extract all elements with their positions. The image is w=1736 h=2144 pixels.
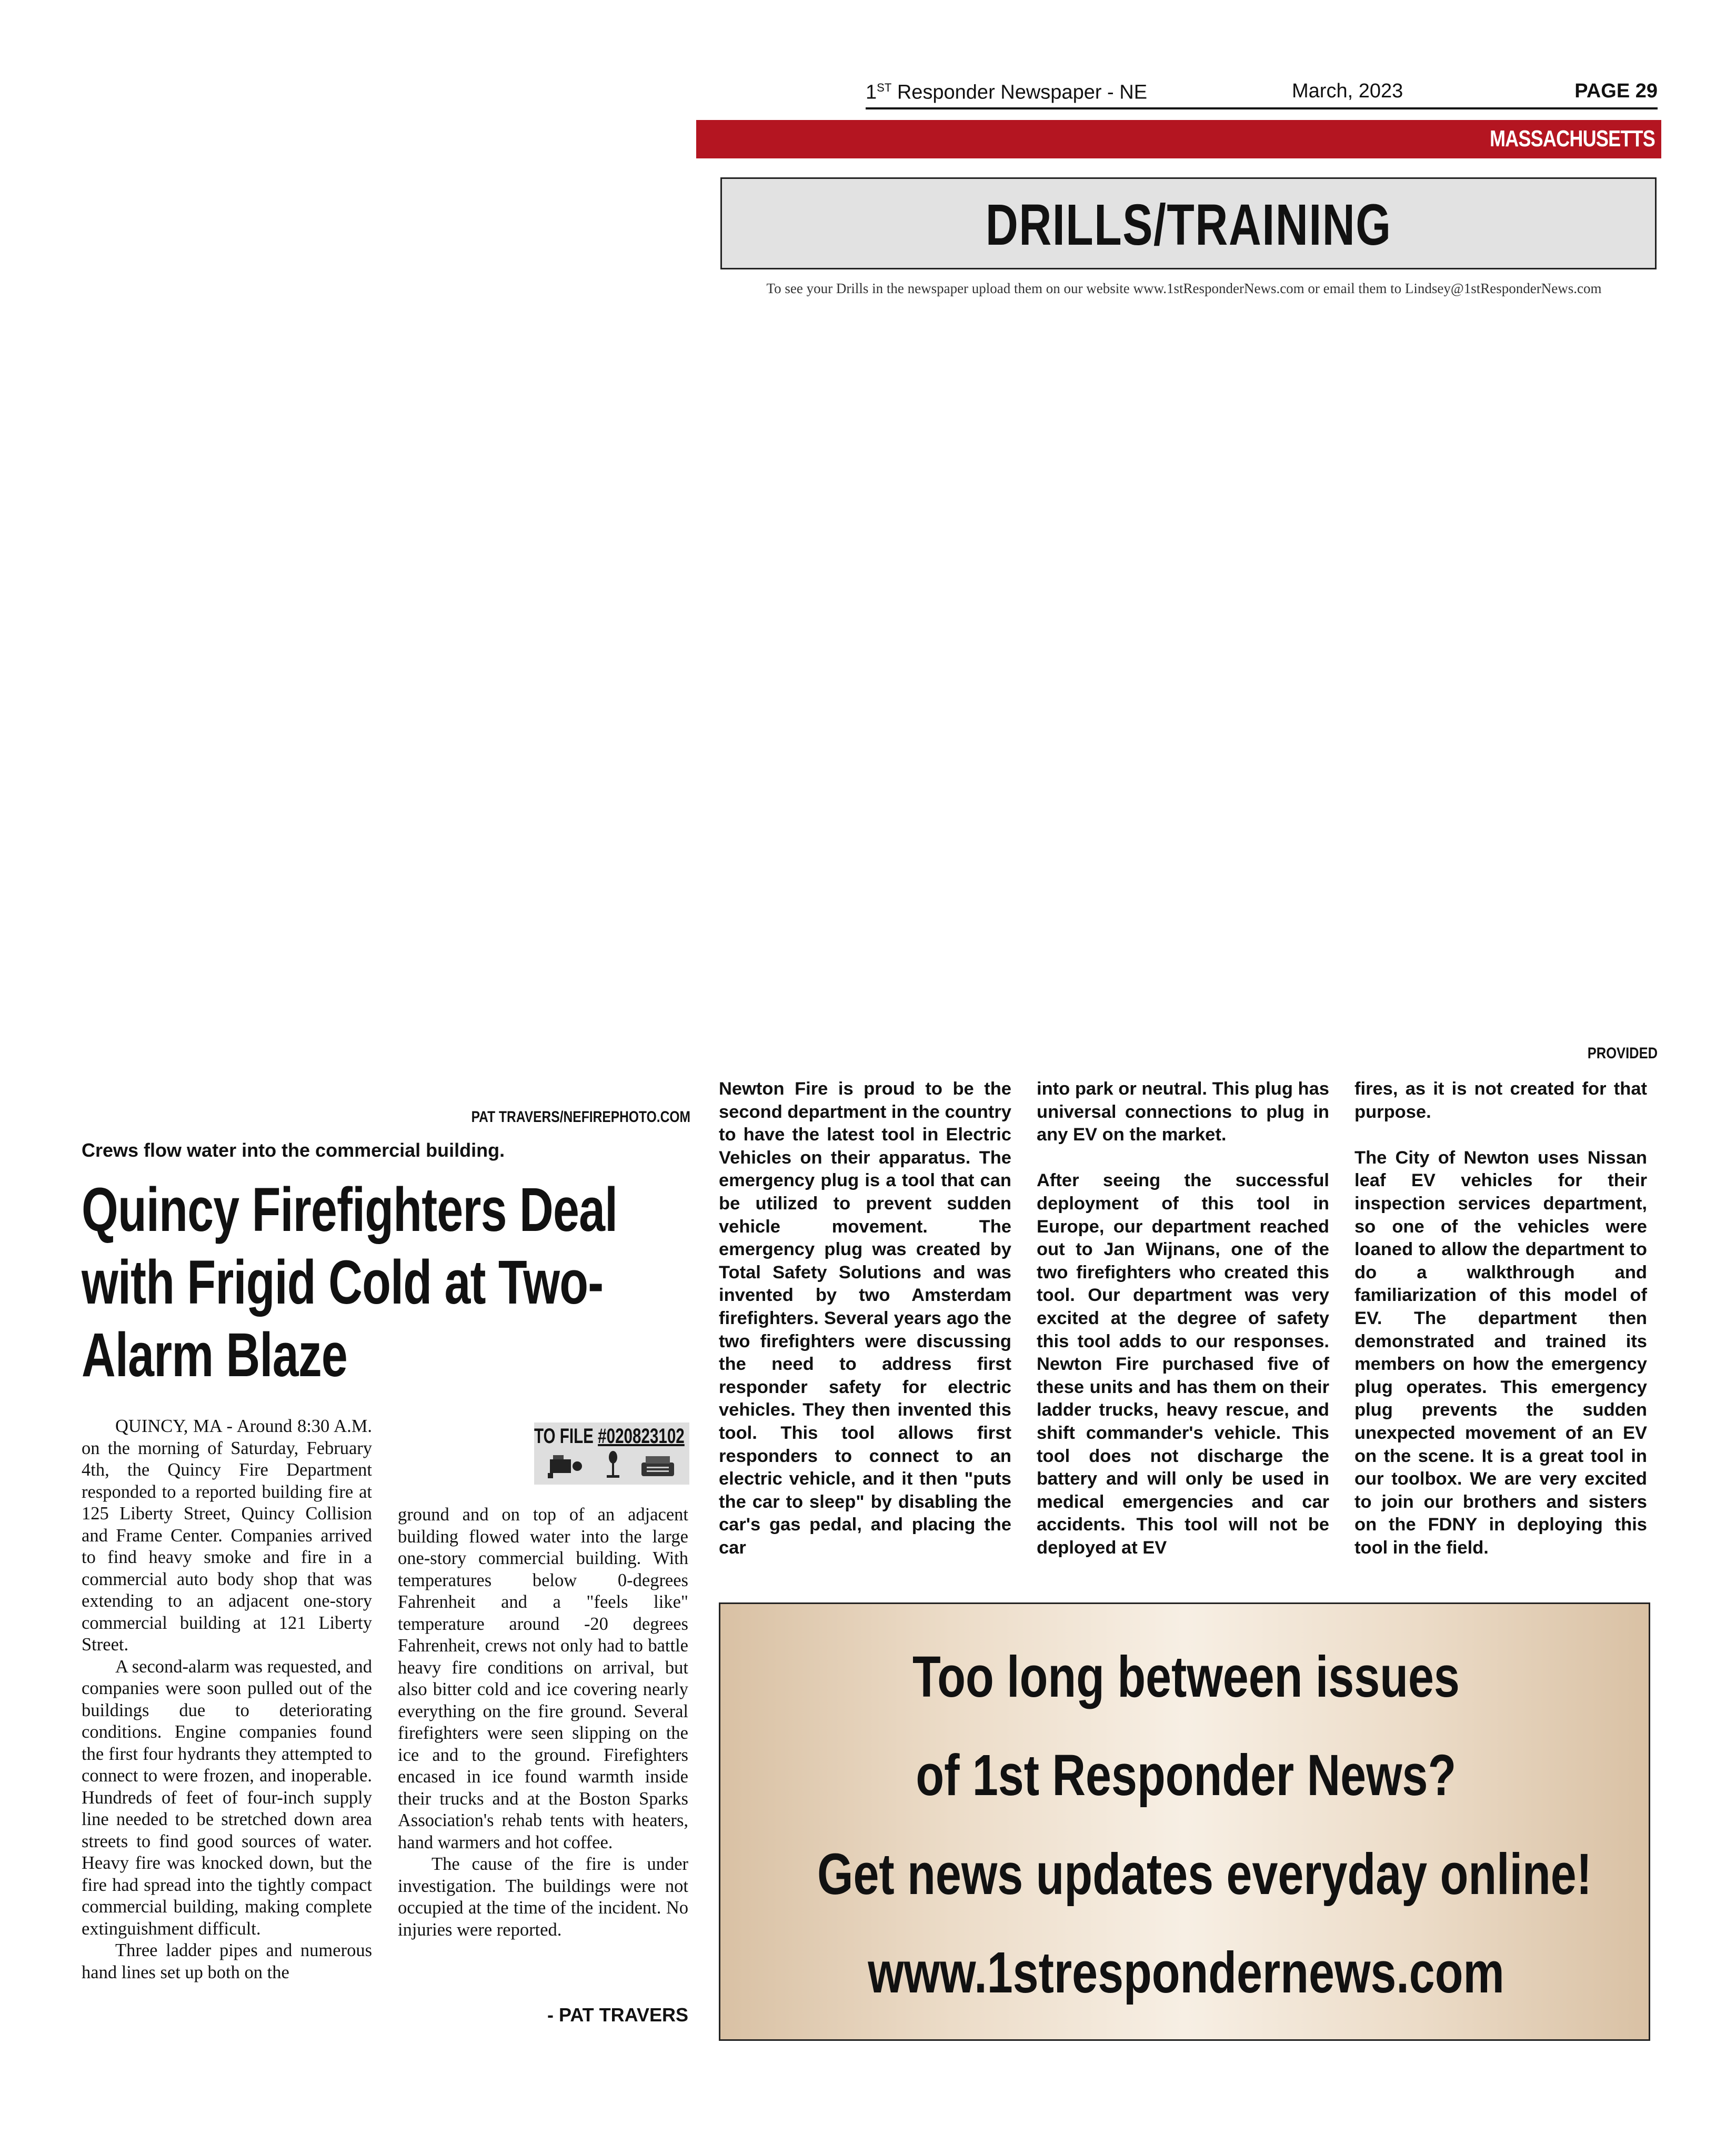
typewriter-icon <box>641 1456 674 1476</box>
to-file-number: #020823102 <box>598 1425 685 1448</box>
article-paragraph: A second-alarm was requested, and companies were soon pulled out of the buildings due to deteriorating conditions. Engine companies found the first four hydrants they attempted to connect to were frozen, and inoperable. Hundreds of feet of four-inch supply line needed to be stretched down area streets to find good sources of water. Heavy fire was knocked down, but the fire had spread into the tightly compact commercial building, making complete extinguishment difficult. <box>82 1656 372 1939</box>
quincy-photo-credit: PAT TRAVERS/NEFIREPHOTO.COM <box>471 1108 690 1126</box>
publication-name: 1ST Responder Newspaper - NE <box>866 81 1148 104</box>
issue-date: March, 2023 <box>1292 80 1403 102</box>
quincy-column-1 <box>82 1416 372 1983</box>
article-paragraph: Newton Fire is proud to be the second department in the country to have the latest tool in Electric Vehicles on their apparatus. The emergency plug is a tool that can be utilized to prevent sudden vehicle movement. The emergency plug was created by Total Safety Solutions and was invented by two Amsterdam firefighters. Several years ago the two firefighters were discussing the need to address first responder safety for electric vehicles. They then invented this tool. This tool allows first responders to connect to an electric vehicle, and it then "puts the car to sleep" by disabling the car's gas pedal, and placing the car <box>719 1079 1011 1558</box>
headline-line: Quincy Firefighters Deal <box>82 1175 618 1245</box>
state-label: MASSACHUSETTS <box>1489 126 1655 152</box>
newton-photo-area <box>696 305 1661 1042</box>
article-paragraph: The cause of the fire is under investigation. The buildings were not occupied at the time of the incident. No injuries were reported. <box>398 1854 688 1940</box>
article-paragraph: fires, as it is not created for that purpose. <box>1354 1079 1647 1122</box>
video-camera-icon <box>548 1455 582 1478</box>
article-paragraph: The City of Newton uses Nissan leaf EV vehicles for their inspection services department, so one of the vehicles were loaned to allow the department to do a walkthrough and familiarization of this model of EV. The department then demonstrated and trained its members on how the emergency plug operates. This emergency plug prevents the sudden unexpected movement of an EV on the scene. It is a great tool in our toolbox. We are very excited to join our brothers and sisters on the FDNY in deploying this tool in the field. <box>1354 1147 1647 1558</box>
section-title: DRILLS/TRAINING <box>985 193 1392 257</box>
ad-website-link[interactable]: www.1strespondernews.com <box>868 1940 1504 2005</box>
page-header <box>866 78 1658 109</box>
to-file-label: TO FILE #020823102 <box>534 1425 685 1448</box>
article-byline: - PAT TRAVERS <box>547 2004 688 2026</box>
headline-line: Alarm Blaze <box>82 1320 348 1390</box>
state-banner <box>696 120 1661 158</box>
article-paragraph: After seeing the successful deployment of this tool in Europe, our department reached out to Jan Wijnans, one of the two firefighters who created this tool. Our department was very excited at the degree of safety this tool adds to our responses. Newton Fire purchased five of these units and has them on their ladder trucks, heavy rescue, and shift commander's vehicle. This tool does not discharge the battery and will only be used in medical emergencies and car accidents. This tool will not be deployed at EV <box>1037 1170 1329 1558</box>
subscription-ad[interactable] <box>719 1602 1650 2041</box>
photo-caption: Crews flow water into the commercial building. <box>82 1139 505 1161</box>
article-paragraph: ground and on top of an adjacent building flowed water into the large one-story commercial building. With temperatures below 0-degrees Fahrenheit and a "feels like" temperature around -20 degrees Fahrenheit, crews not only had to battle heavy fire conditions on arrival, but also bitter cold and ice covering nearly everything on the fire ground. Several firefighters were seen slipping on the ice and to the ground. Firefighters encased in ice found warmth inside their trucks and at the Boston Sparks Association's rehab tents with heaters, hand warmers and hot coffee. <box>398 1505 688 1852</box>
ad-line: Too long between issues <box>912 1645 1460 1709</box>
ad-line: Get news updates everyday online! <box>817 1842 1592 1907</box>
microphone-icon <box>607 1451 619 1478</box>
ad-line: of 1st Responder News? <box>916 1743 1457 1808</box>
newton-photo-credit: PROVIDED <box>1587 1045 1658 1062</box>
page-number: PAGE 29 <box>1574 80 1658 102</box>
section-title-box <box>720 177 1657 269</box>
quincy-column-2 <box>398 1504 688 1941</box>
article-paragraph: QUINCY, MA - Around 8:30 A.M. on the morning of Saturday, February 4th, the Quincy Fire Department responded to a reported building fire at 125 Liberty Street, Quincy Collision and Frame Center. Companies arrived to find heavy smoke and fire in a commercial auto body shop that was extending to an adjacent one-story commercial building at 121 Liberty Street. <box>82 1416 372 1655</box>
newton-column-3 <box>1354 1078 1647 1559</box>
newton-column-1 <box>719 1078 1011 1559</box>
newton-column-2 <box>1037 1078 1329 1559</box>
article-paragraph: Three ladder pipes and numerous hand lines set up both on the <box>82 1940 372 1982</box>
article-headline <box>82 1174 687 1391</box>
headline-line: with Frigid Cold at Two- <box>82 1248 604 1317</box>
to-file-box <box>534 1422 689 1485</box>
media-icons <box>546 1449 683 1481</box>
section-note: To see your Drills in the newspaper upload them on our website www.1stResponderNews.com or email them to Lindsey@1stResponderNews.com <box>766 280 1602 296</box>
article-paragraph: into park or neutral. This plug has universal connections to plug in any EV on the market. <box>1037 1079 1329 1145</box>
